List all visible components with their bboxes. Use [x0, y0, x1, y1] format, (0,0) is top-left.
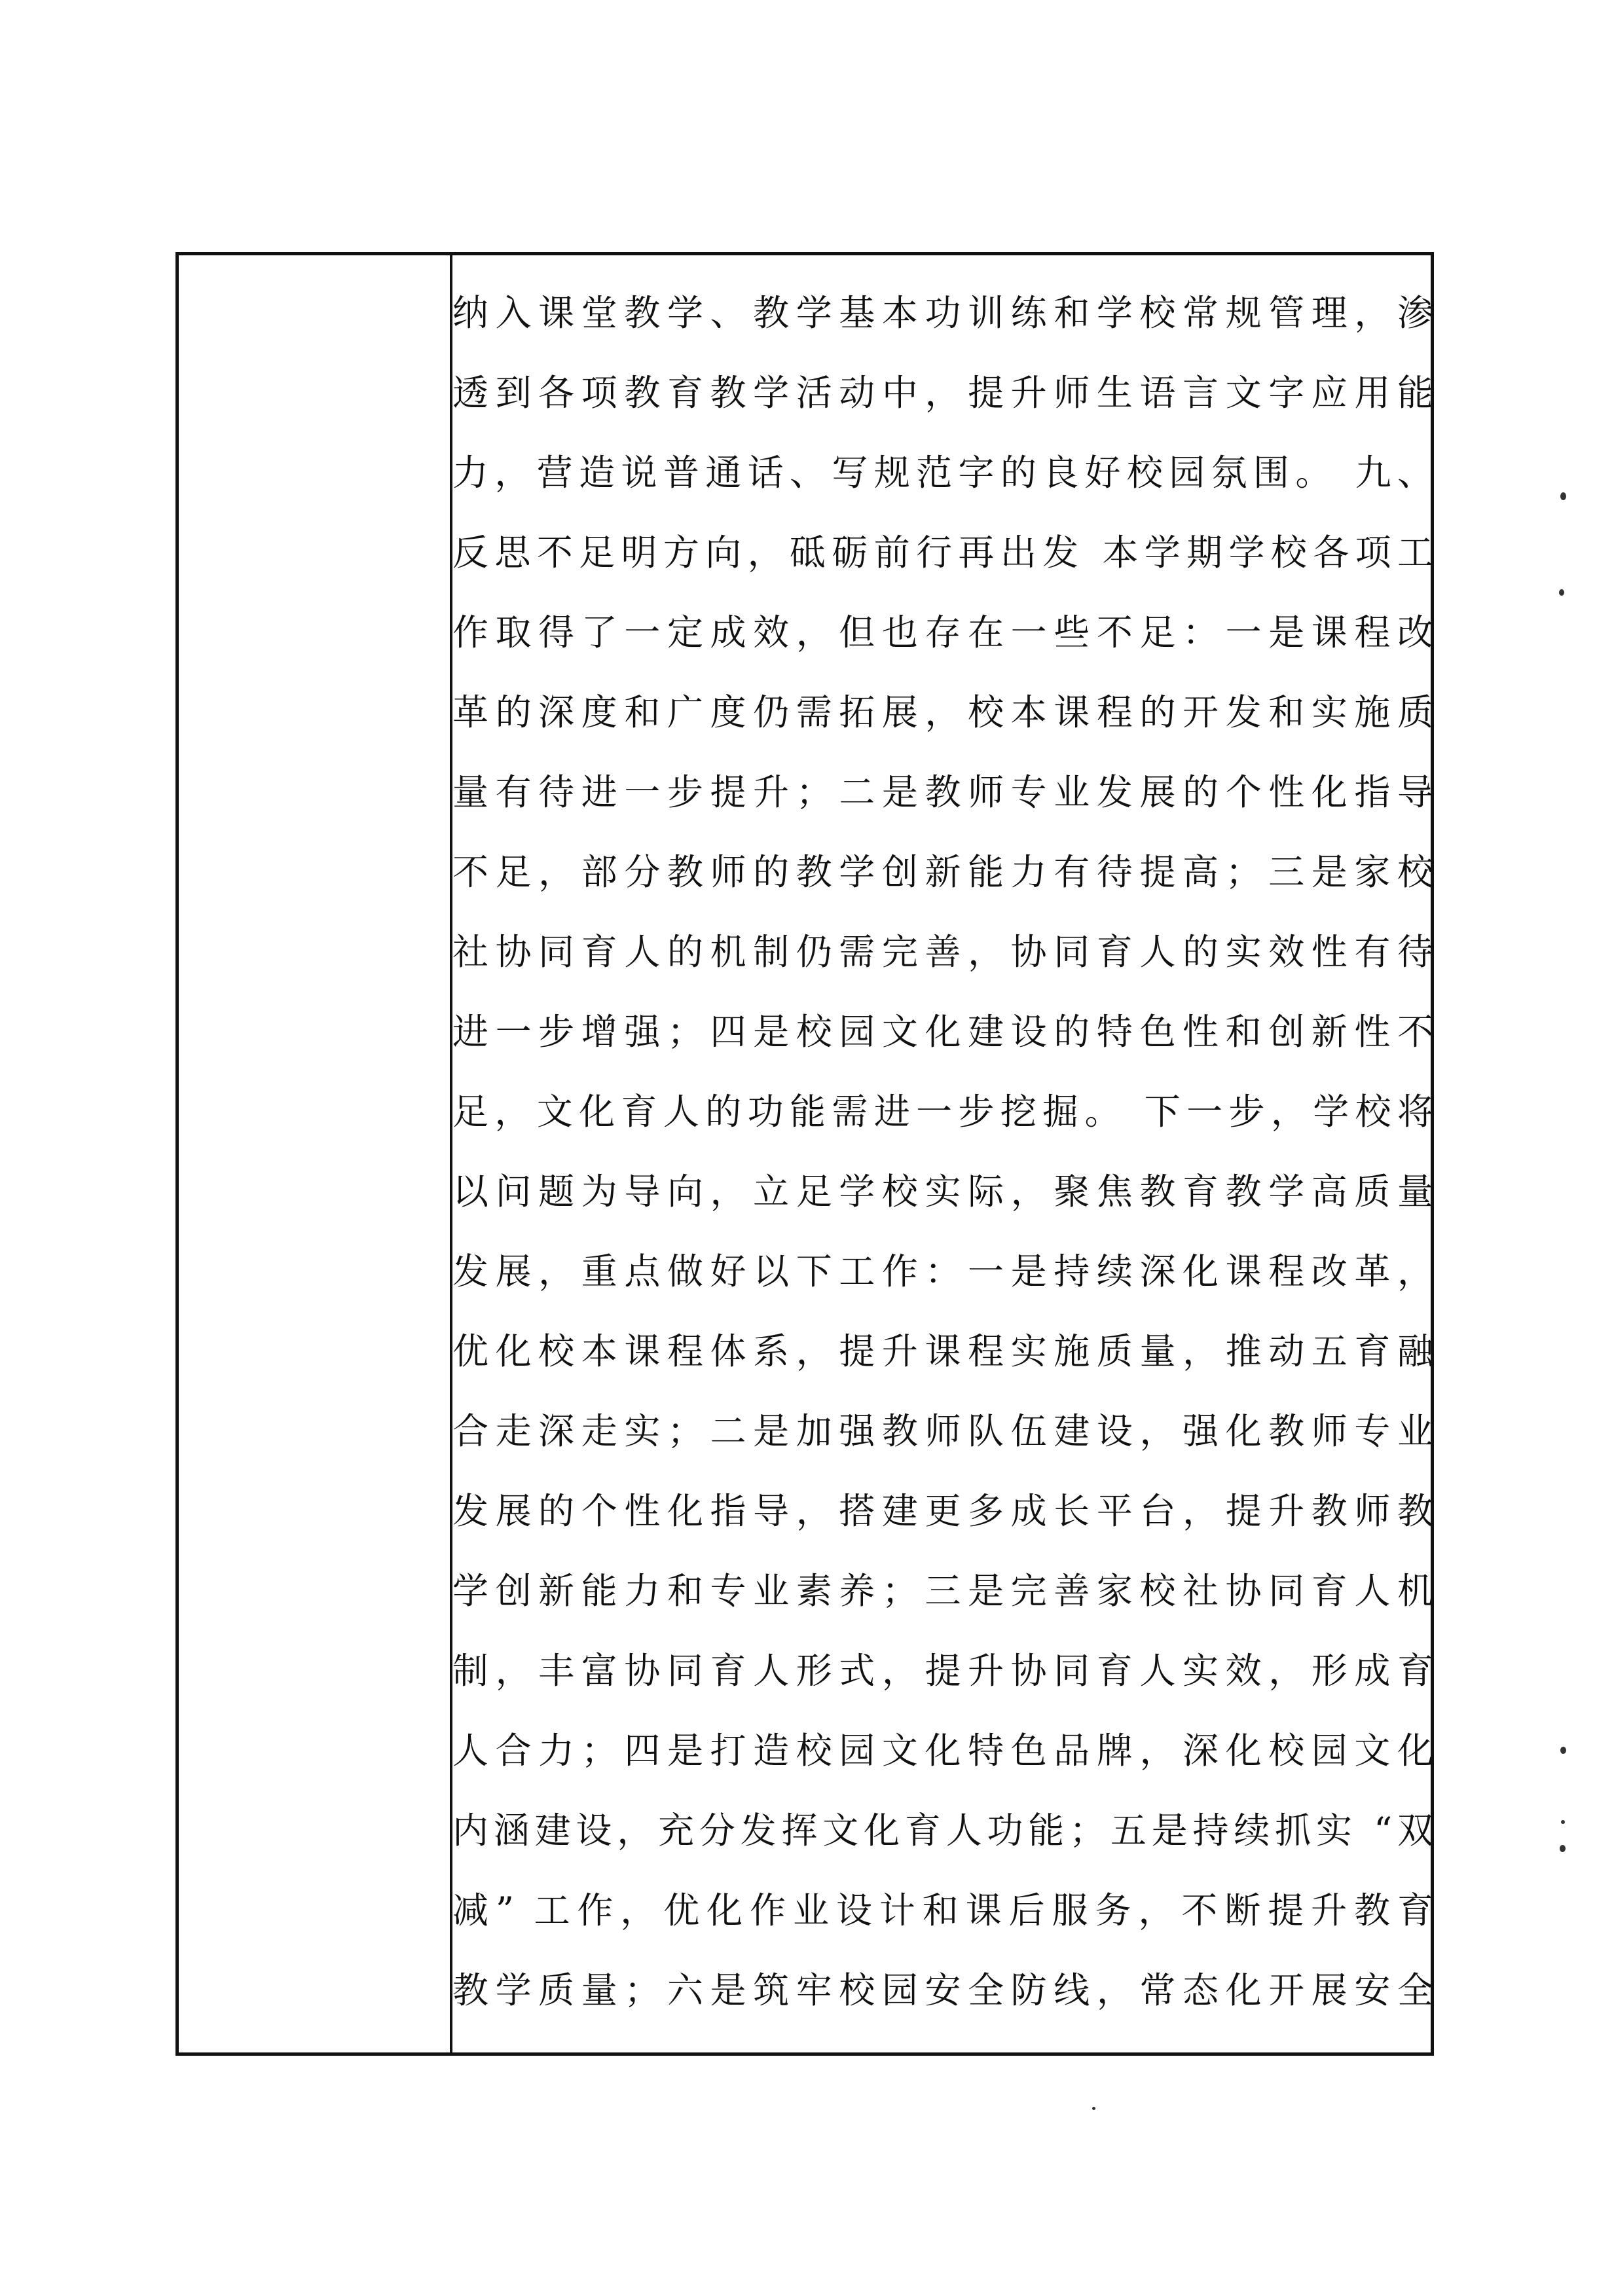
text-line: 透到各项教育教学活动中，提升师生语言文字应用能: [452, 372, 1435, 414]
scan-speck: [1561, 1820, 1565, 1824]
text-line: 优化校本课程体系，提升课程实施质量，推动五育融: [452, 1330, 1435, 1372]
scan-speck: [1560, 1747, 1566, 1754]
text-line: 革的深度和广度仍需拓展，校本课程的开发和实施质: [452, 691, 1435, 733]
text-line: 社协同育人的机制仍需完善，协同育人的实效性有待: [452, 931, 1435, 973]
text-line: 足，文化育人的功能需进一步挖掘。 下一步，学校将: [452, 1091, 1435, 1133]
scan-speck: [1559, 589, 1564, 596]
text-line: 减” 工作，优化作业设计和课后服务，不断提升教育: [452, 1889, 1435, 1931]
scan-speck: [1092, 2107, 1095, 2110]
scan-speck: [1560, 492, 1566, 500]
text-line: 人合力；四是打造校园文化特色品牌，深化校园文化: [452, 1730, 1435, 1772]
text-line: 量有待进一步提升；二是教师专业发展的个性化指导: [452, 771, 1435, 813]
text-line: 以问题为导向，立足学校实际，聚焦教育教学高质量: [452, 1171, 1435, 1212]
text-line: 进一步增强；四是校园文化建设的特色性和创新性不: [452, 1011, 1435, 1053]
text-line: 力，营造说普通话、写规范字的良好校园氛围。 九、: [452, 452, 1435, 494]
text-line: 纳入课堂教学、教学基本功训练和学校常规管理，渗: [452, 292, 1435, 334]
text-line: 制，丰富协同育人形式，提升协同育人实效，形成育: [452, 1650, 1435, 1692]
text-line: 不足，部分教师的教学创新能力有待提高；三是家校: [452, 851, 1435, 893]
scan-speck: [1560, 1845, 1566, 1852]
text-line: 学创新能力和专业素养；三是完善家校社协同育人机: [452, 1570, 1435, 1612]
text-line: 合走深走实；二是加强教师队伍建设，强化教师专业: [452, 1410, 1435, 1452]
table-right-cell: [452, 255, 1435, 2052]
body-text: [452, 273, 1435, 2030]
text-line: 内涵建设，充分发挥文化育人功能；五是持续抓实 “双: [452, 1810, 1435, 1851]
text-line: 发展，重点做好以下工作：一是持续深化课程改革，: [452, 1250, 1435, 1292]
text-line: 作取得了一定成效，但也存在一些不足：一是课程改: [452, 611, 1435, 653]
text-line: 教学质量；六是筑牢校园安全防线，常态化开展安全: [452, 1969, 1435, 2011]
table-left-cell: [179, 255, 452, 2052]
content-table: [175, 252, 1434, 2056]
text-line: 反思不足明方向，砥砺前行再出发 本学期学校各项工: [452, 532, 1435, 574]
text-line: 发展的个性化指导，搭建更多成长平台，提升教师教: [452, 1490, 1435, 1532]
